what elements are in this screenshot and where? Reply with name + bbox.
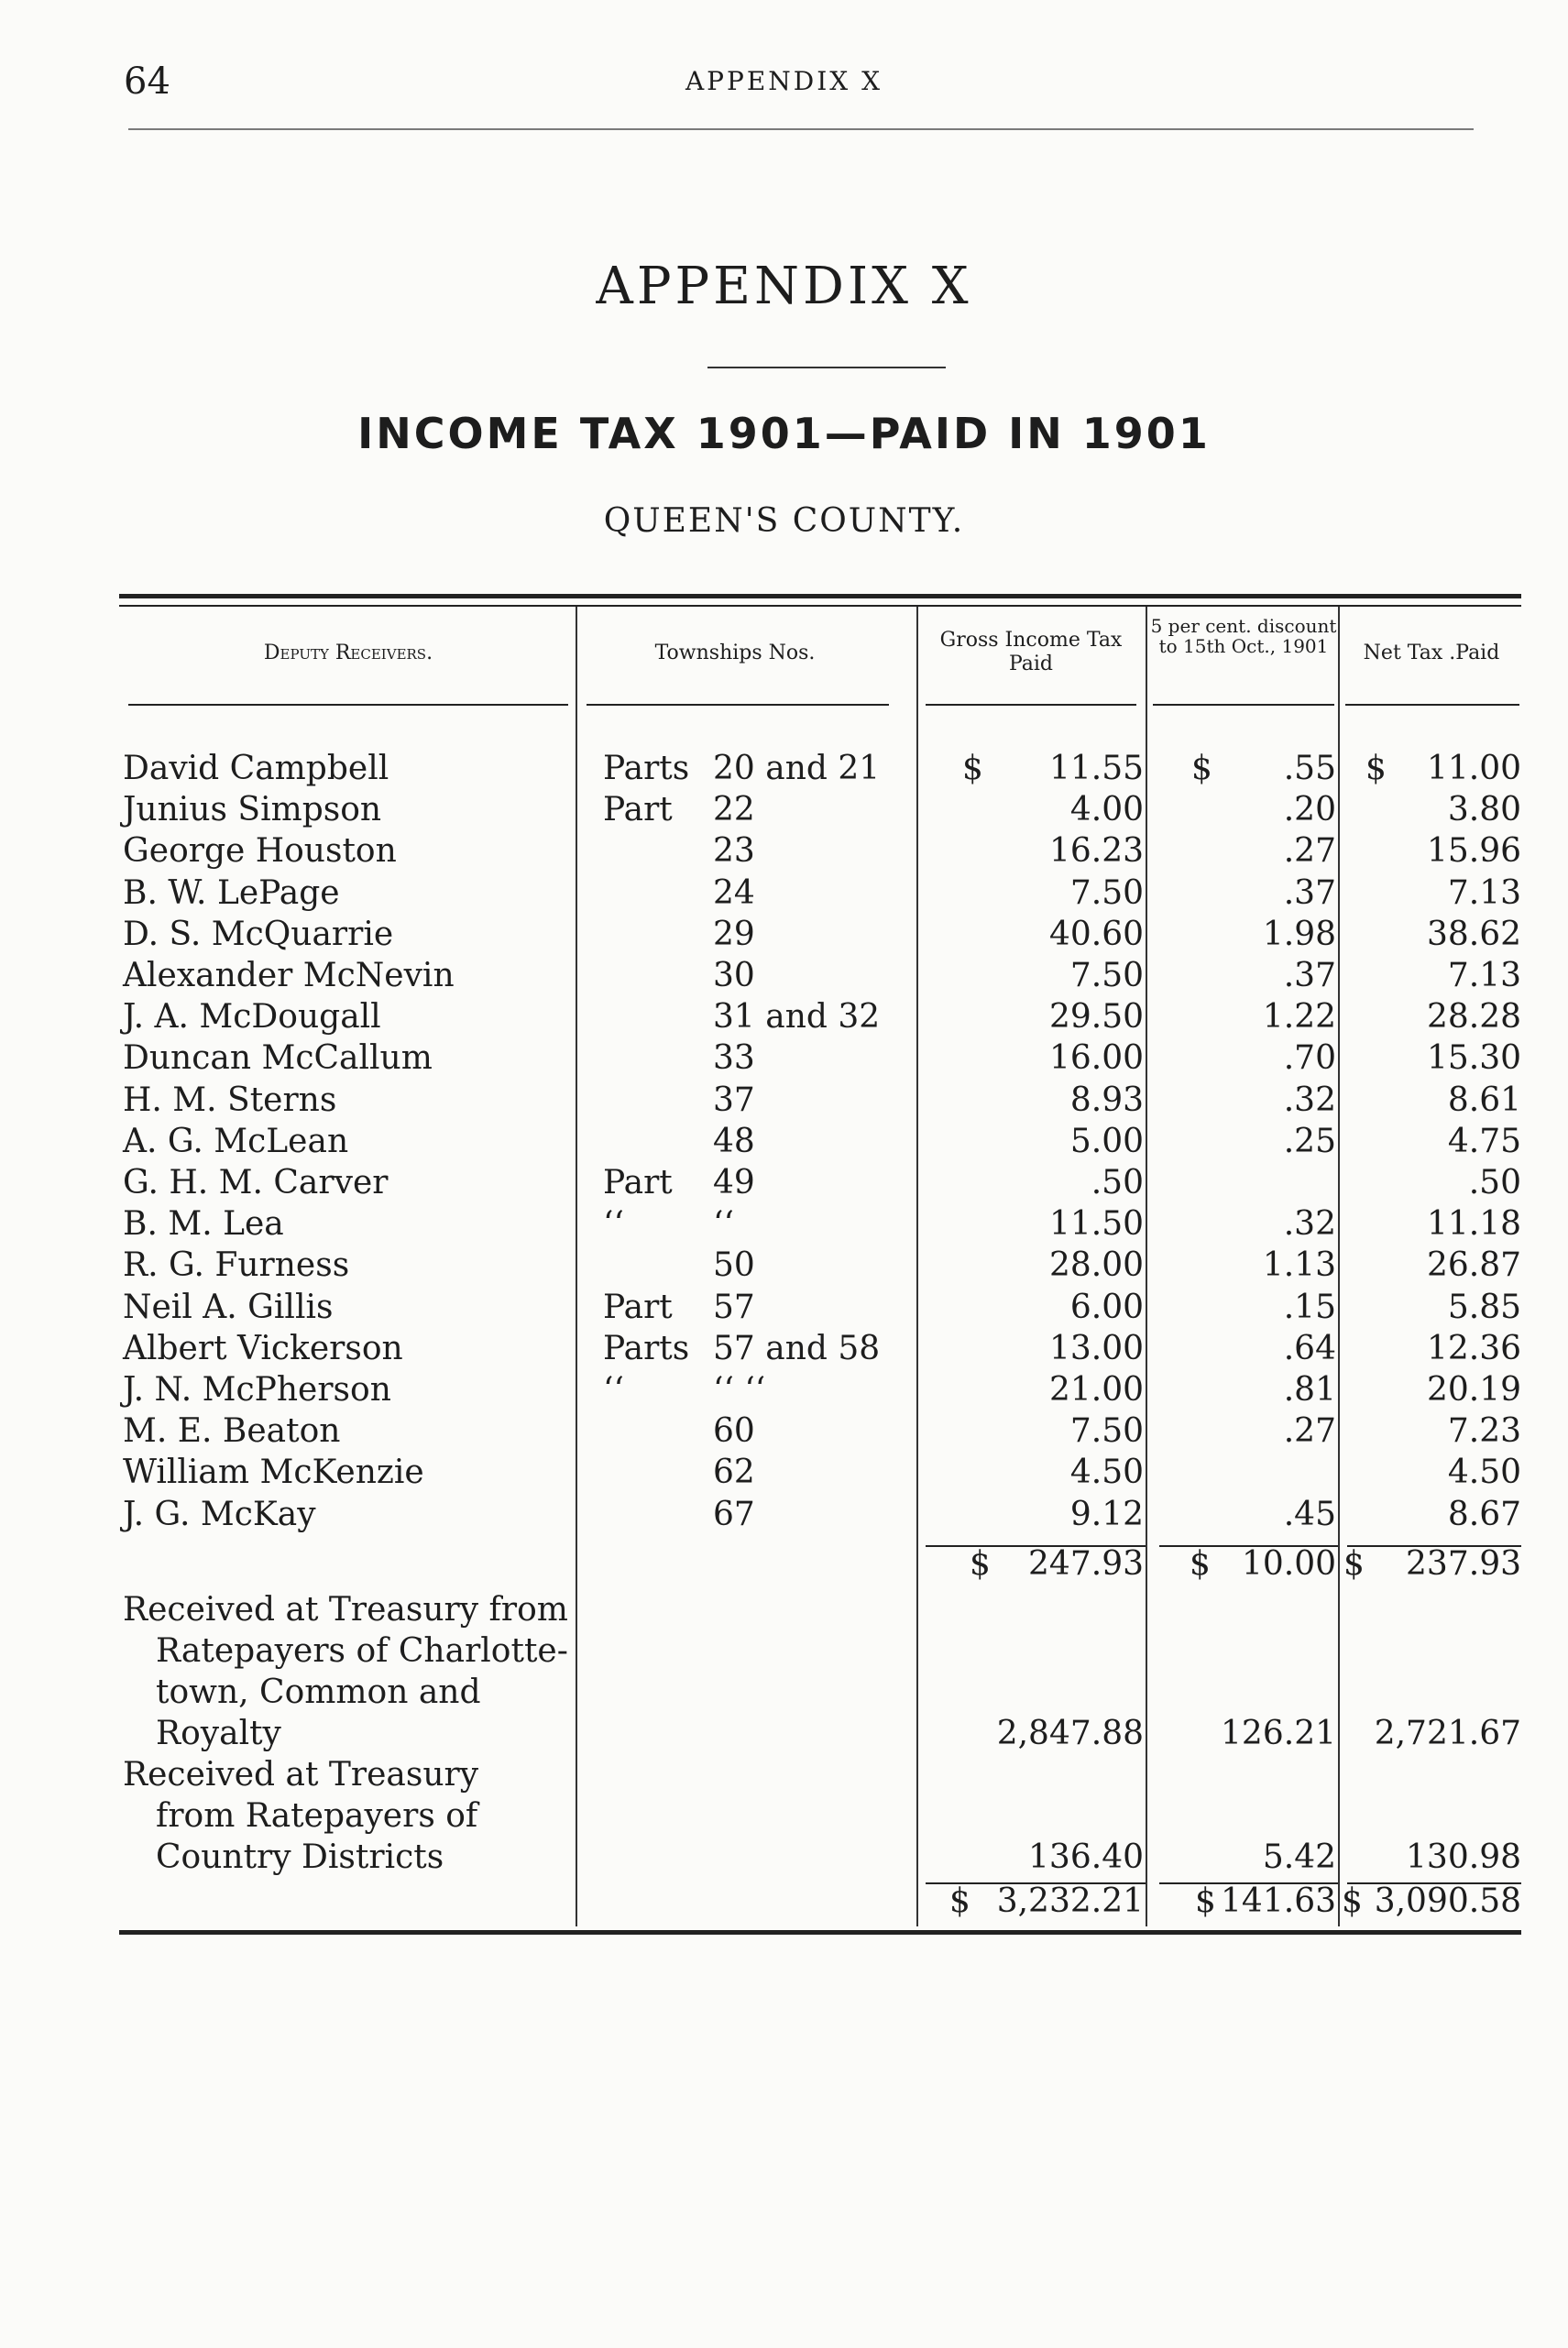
gross-value: .50 — [1091, 1164, 1144, 1201]
net-dollar: $ — [1365, 750, 1387, 787]
discount-value: .32 — [1283, 1081, 1336, 1119]
net-value: 28.28 — [1426, 998, 1521, 1036]
net-value: 4.50 — [1447, 1454, 1521, 1491]
net-value: 11.18 — [1426, 1205, 1521, 1243]
page-number: 64 — [124, 60, 170, 103]
township-prefix: Parts — [603, 1330, 690, 1367]
gross-value: 40.60 — [1048, 916, 1144, 953]
receiver-name: Duncan McCallum — [123, 1039, 433, 1077]
net-value: 8.67 — [1447, 1496, 1521, 1533]
township-prefix: Part — [603, 791, 673, 828]
township-nos: 50 — [713, 1246, 755, 1284]
discount-value: 1.22 — [1262, 998, 1336, 1036]
subtotal-gross-dollar: $ — [970, 1545, 991, 1583]
header-rule — [128, 128, 1474, 130]
net-value: 7.13 — [1447, 957, 1521, 994]
net-value: 7.23 — [1447, 1412, 1521, 1450]
gross-value: 7.50 — [1069, 1412, 1144, 1450]
net-value: 38.62 — [1426, 916, 1521, 953]
receiver-name: R. G. Furness — [123, 1246, 350, 1284]
discount-value: .32 — [1283, 1205, 1336, 1243]
grand-total-net: 3,090.58 — [1374, 1882, 1521, 1920]
net-value: 12.36 — [1426, 1330, 1521, 1367]
township-prefix: Part — [603, 1164, 673, 1201]
col-townships: Townships Nos. — [654, 642, 816, 664]
discount-value: .25 — [1283, 1123, 1336, 1160]
township-nos: 23 — [713, 832, 755, 870]
header-rule-3 — [926, 704, 1136, 706]
gross-value: 7.50 — [1069, 957, 1144, 994]
treasury-gross: 2,847.88 — [996, 1715, 1144, 1752]
township-nos: 24 — [713, 874, 755, 912]
net-value: 3.80 — [1447, 791, 1521, 828]
discount-value: 1.98 — [1262, 916, 1336, 953]
township-nos: ‘‘ — [713, 1205, 734, 1243]
receiver-name: Alexander McNevin — [123, 957, 455, 994]
gross-value: 29.50 — [1048, 998, 1144, 1036]
receiver-name: Neil A. Gillis — [123, 1289, 334, 1326]
discount-value: 1.13 — [1262, 1246, 1336, 1284]
discount-value: .20 — [1283, 791, 1336, 828]
discount-value: .81 — [1283, 1371, 1336, 1409]
discount-value: .55 — [1283, 750, 1336, 787]
subtotal-net: 237.93 — [1406, 1545, 1521, 1583]
col-divider-4 — [1338, 607, 1340, 1926]
discount-value: .70 — [1283, 1039, 1336, 1077]
net-value: 4.75 — [1447, 1123, 1521, 1160]
net-value: .50 — [1468, 1164, 1521, 1201]
running-head: APPENDIX X — [685, 66, 883, 96]
treasury-note-line: town, Common and — [156, 1673, 481, 1711]
receiver-name: B. M. Lea — [123, 1205, 284, 1243]
gross-value: 13.00 — [1048, 1330, 1144, 1367]
gross-value: 16.23 — [1048, 832, 1144, 870]
discount-dollar: $ — [1191, 750, 1212, 787]
township-prefix: Part — [603, 1289, 673, 1326]
receiver-name: J. G. McKay — [123, 1496, 316, 1533]
col-receivers: Deputy Receivers. — [263, 642, 433, 664]
township-prefix: Parts — [603, 750, 690, 787]
table-bottom-rule — [119, 1930, 1521, 1935]
discount-value: .64 — [1283, 1330, 1336, 1367]
gross-value: 21.00 — [1048, 1371, 1144, 1409]
title-rule — [707, 367, 946, 368]
discount-value: .27 — [1283, 832, 1336, 870]
gross-value: 16.00 — [1048, 1039, 1144, 1077]
receiver-name: George Houston — [123, 832, 397, 870]
township-nos: 67 — [713, 1496, 755, 1533]
total-net-dollar: $ — [1342, 1882, 1363, 1920]
receiver-name: A. G. McLean — [123, 1123, 349, 1160]
discount-value: .45 — [1283, 1496, 1336, 1533]
subtotal-net-dollar: $ — [1343, 1545, 1365, 1583]
col-discount: 5 per cent. discount to 15th Oct., 1901 — [1150, 615, 1337, 657]
gross-value: 5.00 — [1069, 1123, 1144, 1160]
subtotal-discount: 10.00 — [1241, 1545, 1336, 1583]
gross-value: 28.00 — [1048, 1246, 1144, 1284]
grand-total-discount: 141.63 — [1221, 1882, 1336, 1920]
township-nos: 29 — [713, 916, 755, 953]
township-nos: 37 — [713, 1081, 755, 1119]
subtotal-discount-dollar: $ — [1190, 1545, 1211, 1583]
treasury-net: 130.98 — [1406, 1838, 1521, 1876]
treasury-note-line: Royalty — [156, 1715, 281, 1752]
county-heading: QUEEN'S COUNTY. — [603, 502, 965, 540]
township-nos: 20 and 21 — [713, 750, 881, 787]
gross-value: 11.55 — [1048, 750, 1144, 787]
treasury-note-line: Country Districts — [156, 1838, 444, 1876]
net-value: 7.13 — [1447, 874, 1521, 912]
receiver-name: J. N. McPherson — [123, 1371, 391, 1409]
treasury-note-line: Received at Treasury from — [123, 1591, 568, 1629]
header-rule-1 — [128, 704, 568, 706]
treasury-discount: 126.21 — [1221, 1715, 1336, 1752]
col-divider-2 — [916, 607, 918, 1926]
township-prefix: ‘‘ — [603, 1371, 624, 1409]
table-top-rule — [119, 594, 1521, 598]
col-divider-3 — [1146, 607, 1147, 1926]
net-value: 15.30 — [1426, 1039, 1521, 1077]
receiver-name: Junius Simpson — [123, 791, 382, 828]
receiver-name: Albert Vickerson — [123, 1330, 403, 1367]
township-nos: 57 — [713, 1289, 755, 1326]
subtotal-gross: 247.93 — [1028, 1545, 1144, 1583]
receiver-name: B. W. LePage — [123, 874, 340, 912]
total-gross-dollar: $ — [949, 1882, 970, 1920]
township-nos: 30 — [713, 957, 755, 994]
gross-value: 9.12 — [1069, 1496, 1144, 1533]
treasury-gross: 136.40 — [1028, 1838, 1144, 1876]
col-gross: Gross Income Tax Paid — [939, 629, 1123, 675]
township-nos: 33 — [713, 1039, 755, 1077]
treasury-note-line: from Ratepayers of — [156, 1797, 478, 1835]
treasury-net: 2,721.67 — [1374, 1715, 1521, 1752]
net-value: 5.85 — [1447, 1289, 1521, 1326]
gross-dollar: $ — [962, 750, 983, 787]
net-value: 11.00 — [1426, 750, 1521, 787]
page-title: APPENDIX X — [596, 257, 972, 316]
header-rule-2 — [587, 704, 889, 706]
gross-value: 11.50 — [1048, 1205, 1144, 1243]
receiver-name: G. H. M. Carver — [123, 1164, 389, 1201]
receiver-name: D. S. McQuarrie — [123, 916, 394, 953]
col-divider-1 — [576, 607, 577, 1926]
township-nos: ‘‘ ‘‘ — [713, 1371, 766, 1409]
receiver-name: William McKenzie — [123, 1454, 424, 1491]
discount-value: .37 — [1283, 874, 1336, 912]
township-nos: 31 and 32 — [713, 998, 881, 1036]
discount-value: .37 — [1283, 957, 1336, 994]
net-value: 15.96 — [1426, 832, 1521, 870]
discount-value: .15 — [1283, 1289, 1336, 1326]
township-prefix: ‘‘ — [603, 1205, 624, 1243]
gross-value: 7.50 — [1069, 874, 1144, 912]
treasury-note-line: Received at Treasury — [123, 1756, 479, 1794]
receiver-name: M. E. Beaton — [123, 1412, 341, 1450]
table-top-rule-thin — [119, 605, 1521, 607]
table-subtitle: INCOME TAX 1901—PAID IN 1901 — [357, 409, 1211, 458]
net-value: 20.19 — [1426, 1371, 1521, 1409]
township-nos: 60 — [713, 1412, 755, 1450]
gross-value: 6.00 — [1069, 1289, 1144, 1326]
receiver-name: H. M. Sterns — [123, 1081, 337, 1119]
township-nos: 62 — [713, 1454, 755, 1491]
grand-total-gross: 3,232.21 — [996, 1882, 1144, 1920]
header-rule-5 — [1345, 704, 1519, 706]
township-nos: 49 — [713, 1164, 755, 1201]
township-nos: 48 — [713, 1123, 755, 1160]
total-discount-dollar: $ — [1195, 1882, 1216, 1920]
net-value: 26.87 — [1426, 1246, 1521, 1284]
col-net: Net Tax .Paid — [1363, 642, 1500, 664]
gross-value: 4.00 — [1069, 791, 1144, 828]
treasury-discount: 5.42 — [1262, 1838, 1336, 1876]
net-value: 8.61 — [1447, 1081, 1521, 1119]
receiver-name: David Campbell — [123, 750, 389, 787]
gross-value: 4.50 — [1069, 1454, 1144, 1491]
receiver-name: J. A. McDougall — [123, 998, 381, 1036]
township-nos: 57 and 58 — [713, 1330, 881, 1367]
header-rule-4 — [1153, 704, 1334, 706]
gross-value: 8.93 — [1069, 1081, 1144, 1119]
discount-value: .27 — [1283, 1412, 1336, 1450]
treasury-note-line: Ratepayers of Charlotte- — [156, 1632, 568, 1670]
township-nos: 22 — [713, 791, 755, 828]
